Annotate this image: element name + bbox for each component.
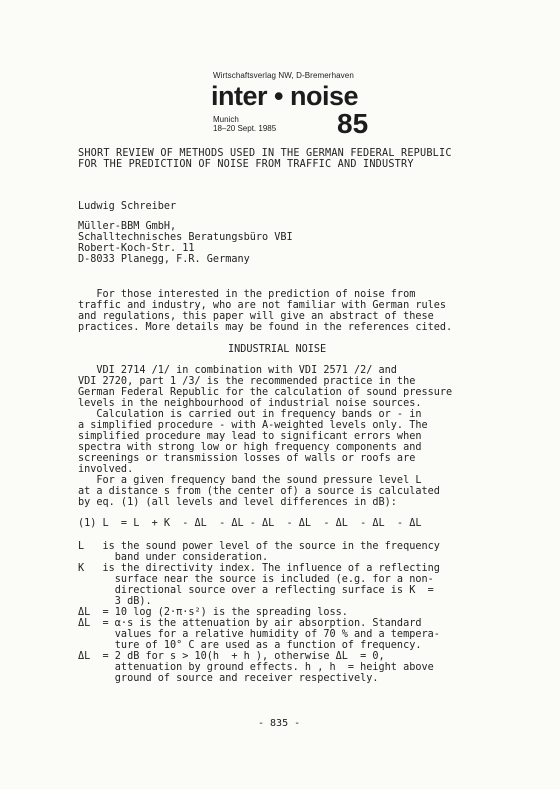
definition-line: ture of 10° C are used as a function of frequency. <box>78 640 422 651</box>
body-line: screenings or transmission losses of walls or roofs are <box>78 453 416 464</box>
page-number: - 835 - <box>258 718 301 729</box>
publisher-line: Wirtschaftsverlag NW, D-Bremerhaven <box>213 71 354 80</box>
body-line: by eq. (1) (all levels and level differences in dB): <box>78 497 397 508</box>
definition-line: ΔL = 2 dB for s > 10(h + h ), otherwise ΔL = 0, <box>78 651 385 662</box>
definition-line: surface near the source is included (e.g. for a non- <box>78 574 434 585</box>
abstract-line: practices. More details may be found in the references cited. <box>78 322 453 333</box>
affiliation-line: Müller-BBM GmbH, <box>78 221 177 232</box>
body-line: For a given frequency band the sound pressure level L <box>78 475 422 486</box>
definition-line: L is the sound power level of the source in the frequency <box>78 541 440 552</box>
conference-year: 85 <box>337 108 369 139</box>
affiliation-line: D-8033 Planegg, F.R. Germany <box>78 254 250 265</box>
title-line: SHORT REVIEW OF METHODS USED IN THE GERMAN FEDERAL REPUBLIC <box>78 148 452 159</box>
definition-line: attenuation by ground effects. h , h = height above <box>78 662 434 673</box>
definition-line: ΔL = α·s is the attenuation by air absorption. Standard <box>78 618 422 629</box>
abstract-line: and regulations, this paper will give an abstract of these <box>78 311 434 322</box>
affiliation-line: Robert-Koch-Str. 11 <box>78 243 195 254</box>
definition-line: 3 dB). <box>78 596 152 607</box>
body-line: spectra with strong low or high frequency components and <box>78 442 422 453</box>
conference-dates: 18–20 Sept. 1985 <box>213 124 277 133</box>
conference-logo: inter • noise <box>211 81 358 111</box>
definition-line: K is the directivity index. The influence of a reflecting <box>78 563 440 574</box>
body-line: Calculation is carried out in frequency bands or - in <box>78 409 422 420</box>
definition-line: ground of source and receiver respectively. <box>78 673 379 684</box>
body-line: VDI 2714 /1/ in combination with VDI 2571 /2/ and <box>78 365 397 376</box>
body-line: German Federal Republic for the calculation of sound pressure <box>78 387 453 398</box>
affiliation-line: Schalltechnisches Beratungsbüro VBI <box>78 232 293 243</box>
definition-line: directional source over a reflecting surface is K = <box>78 585 434 596</box>
abstract-line: traffic and industry, who are not familiar with German rules <box>78 300 447 311</box>
title-line: FOR THE PREDICTION OF NOISE FROM TRAFFIC AND INDUSTRY <box>78 159 414 170</box>
section-heading: INDUSTRIAL NOISE <box>228 344 327 355</box>
definition-line: ΔL = 10 log (2·π·s²) is the spreading loss. <box>78 607 348 618</box>
definition-line: band under consideration. <box>78 552 269 563</box>
conference-city: Munich <box>213 115 239 124</box>
conference-venue <box>213 115 276 133</box>
body-line: at a distance s from (the center of) a source is calculated <box>78 486 440 497</box>
body-line: VDI 2720, part 1 /3/ is the recommended practice in the <box>78 376 416 387</box>
body-line: a simplified procedure - with A-weighted levels only. The <box>78 420 428 431</box>
body-line: involved. <box>78 464 134 475</box>
definition-line: values for a relative humidity of 70 % and a tempera- <box>78 629 440 640</box>
author-name: Ludwig Schreiber <box>78 201 177 212</box>
abstract-line: For those interested in the prediction of noise from <box>78 289 416 300</box>
equation: (1) L = L + K - ΔL - ΔL - ΔL - ΔL - ΔL - ΔL - ΔL <box>78 518 422 529</box>
body-line: simplified procedure may lead to significant errors when <box>78 431 422 442</box>
body-line: levels in the neighbourhood of industrial noise sources. <box>78 398 422 409</box>
